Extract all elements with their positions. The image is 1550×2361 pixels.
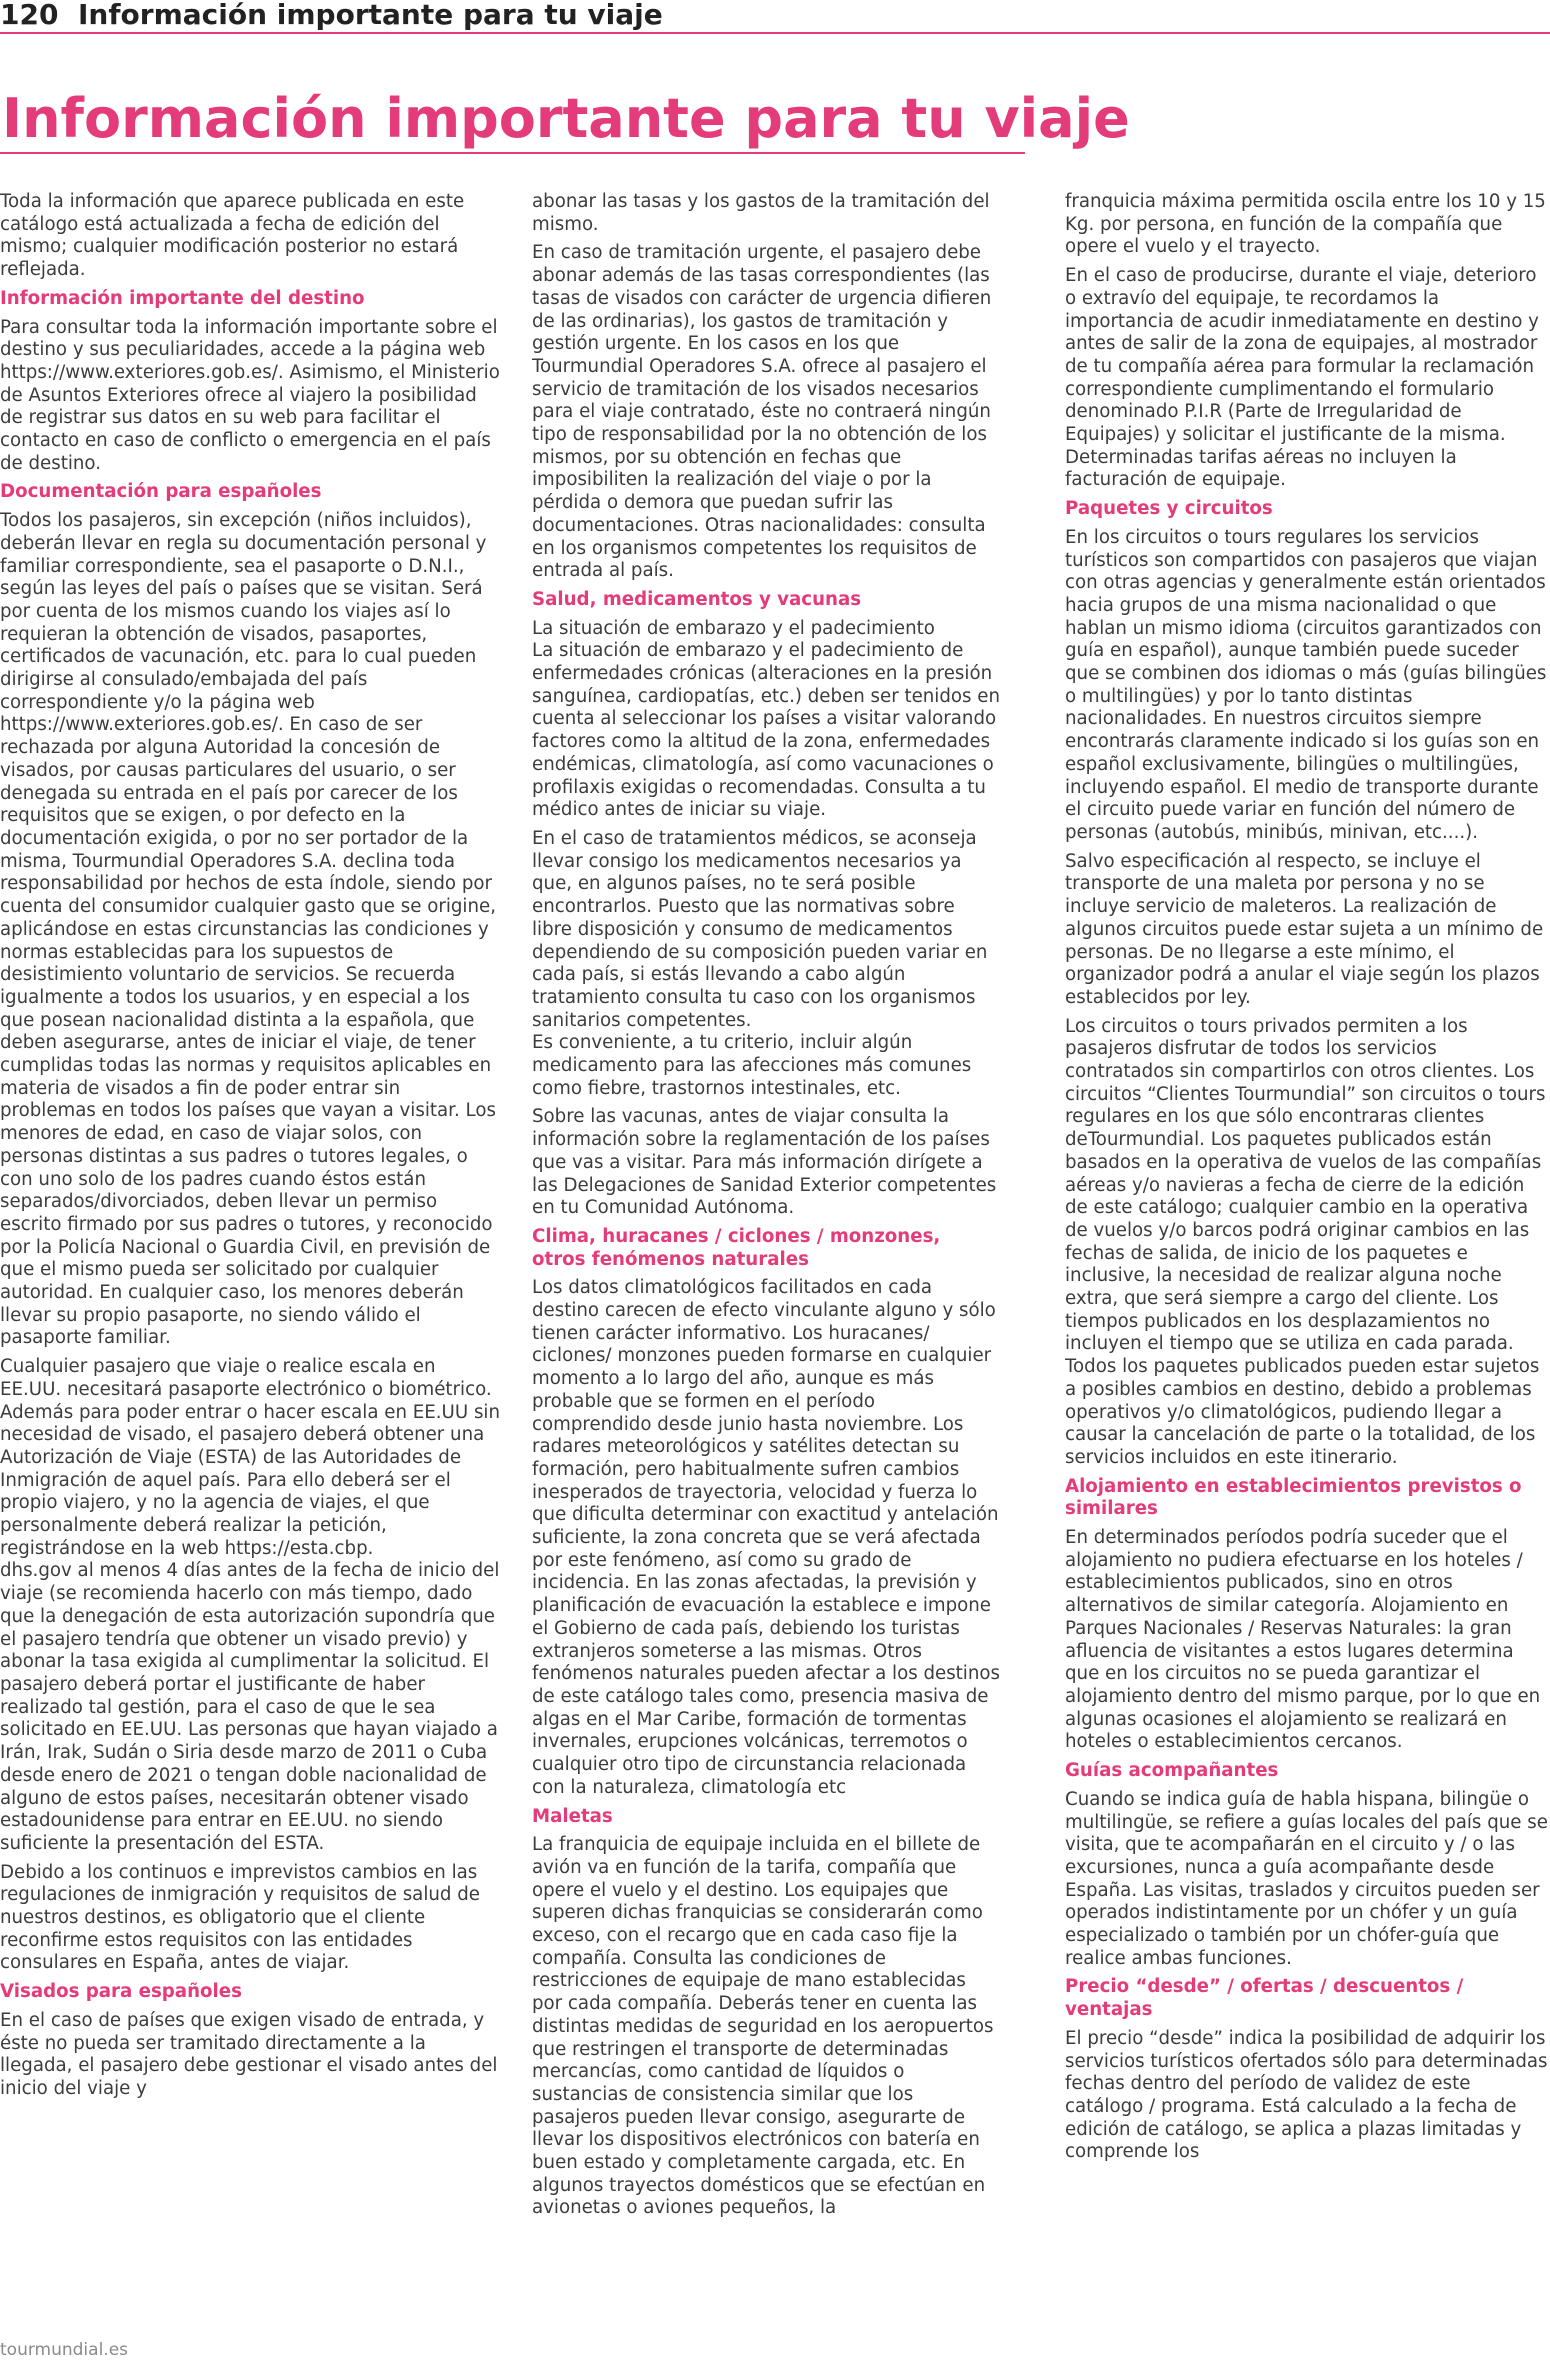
section-heading: Alojamiento en establecimientos previstos o similares: [1065, 1475, 1522, 1520]
title-divider: [0, 152, 1025, 154]
section-heading: Paquetes y circuitos: [1065, 498, 1273, 520]
text-column-3: [1065, 191, 1550, 2321]
page-number: 120: [0, 0, 59, 31]
paragraph: Debido a los continuos e imprevistos cambios en las regulaciones de inmigración y requisitos de salud de nuestros destinos, es obligatorio que el cliente reconfirme estos requisitos con las entidades consulares en España, antes de viajar.: [0, 1861, 480, 1974]
paragraph: En el caso de producirse, durante el viaje, deterioro o extravío del equipaje, te recordamos la importancia de acudir inmediatamente en destino y antes de salir de la zona de equipajes, al mostrador de tu compañía aérea para formular la reclamación correspondiente cumplimentando el formulario denominado P.I.R (Parte de Irregularidad de Equipajes) y solicitar el justificante de la misma. Determinadas tarifas aéreas no incluyen la facturación de equipaje.: [1065, 265, 1539, 491]
paragraph: Sobre las vacunas, antes de viajar consulta la información sobre la reglamentación de los países que vas a visitar. Para más información dirígete a las Delegaciones de Sanidad Exterior competentes en tu Comunidad Autónoma.: [532, 1106, 997, 1219]
paragraph: La situación de embarazo y el padecimiento La situación de embarazo y el padecimiento de enfermedades crónicas (alteraciones en la presión sanguínea, cardiopatías, etc.) deben ser tenidos en cuenta al seleccionar los países a visitar valorando factores como la altitud de la zona, enfermedades endémicas, climatología, así como vacunaciones o profilaxis exigidas o recomendadas. Consulta a tu médico antes de iniciar su viaje.: [532, 617, 1000, 821]
paragraph: Toda la información que aparece publicada en este catálogo está actualizada a fecha de edición del mismo; cualquier modificación posterior no estará reflejada.: [0, 191, 465, 281]
section-heading: Documentación para españoles: [0, 481, 322, 503]
section-heading: Salud, medicamentos y vacunas: [532, 588, 862, 610]
text-column-1: [0, 191, 500, 2321]
footer-url: tourmundial.es: [0, 2340, 129, 2360]
paragraph: abonar las tasas y los gastos de la tramitación del mismo.: [532, 191, 990, 235]
paragraph: En los circuitos o tours regulares los servicios turísticos son compartidos con pasajeros que viajan con otras agencias y generalmente están orientados hacia grupos de una misma nacionalidad o que hablan un mismo idioma (circuitos garantizados con guía en español), aunque también puede suceder que se combinen dos idiomas o más (guías bilingües o multilingües) y por lo tanto distintas nacionalidades. En nuestros circuitos siempre encontrarás claramente indicado si los guías son en español exclusivamente, bilingües o multilingües, incluyendo español. El medio de transporte durante el circuito puede variar en función del número de personas (autobús, minibús, minivan, etc....).: [1065, 526, 1547, 843]
paragraph: Cualquier pasajero que viaje o realice escala en EE.UU. necesitará pasaporte electrónico o biométrico. Además para poder entrar o hacer escala en EE.UU sin necesidad de visado, el pasajero deberá obtener una Autorización de Viaje (ESTA) de las Autoridades de Inmigración de aquel país. Para ello deberá ser el propio viajero, y no la agencia de viajes, el que personalmente deberá realizar la petición, registrándose en la web https://esta.cbp. dhs.gov al menos 4 días antes de la fecha de inicio del viaje (se recomienda hacerlo con más tiempo, dado que la denegación de esta autorización supondría que el pasajero tendría que obtener un visado previo) y abonar la tasa exigida al cumplimentar la solicitud. El pasajero deberá portar el justificante de haber realizado tal gestión, para el caso de que le sea solicitado en EE.UU. Las personas que hayan viajado a Irán, Irak, Sudán o Siria desde marzo de 2011 o Cuba desde enero de 2021 o tengan doble nacionalidad de alguno de estos países, necesitarán obtener visado estadounidense para entrar en EE.UU. no siendo suficiente la presentación del ESTA.: [0, 1356, 500, 1854]
section-heading: Clima, huracanes / ciclones / monzones, otros fenómenos naturales: [532, 1225, 941, 1270]
paragraph: En caso de tramitación urgente, el pasajero debe abonar además de las tasas correspondientes (las tasas de visados con carácter de urgencia difieren de las ordinarias), los gastos de tramitación y gestión urgente. En los casos en los que Tourmundial Operadores S.A. ofrece al pasajero el servicio de tramitación de los visados necesarios para el viaje contratado, éste no contraerá ningún tipo de responsabilidad por la no obtención de los mismos, por su obtención en fechas que imposibiliten la realización del viaje o por la pérdida o demora que puedan sufrir las documentaciones. Otras nacionalidades: consulta en los organismos competentes los requisitos de entrada al país.: [532, 242, 992, 582]
section-heading: Información importante del destino: [0, 287, 365, 309]
text-column-2: [532, 191, 1000, 2321]
paragraph: Los datos climatológicos facilitados en cada destino carecen de efecto vinculante alguno y sólo tienen carácter informativo. Los huracanes/ ciclones/ monzones pueden formarse en cualquier momento a lo largo del año, aunque es más probable que se formen en el período comprendido desde junio hasta noviembre. Los radares meteorológicos y satélites detectan su formación, pero habitualmente sufren cambios inesperados de trayectoria, velocidad y fuerza lo que dificulta determinar con exactitud y antelación suficiente, la zona concreta que se verá afectada por este fenómeno, así como su grado de incidencia. En las zonas afectadas, la previsión y planificación de evacuación la establece e impone el Gobierno de cada país, debiendo los turistas extranjeros someterse a las mismas. Otros fenómenos naturales pueden afectar a los destinos de este catálogo tales como, presencia masiva de algas en el Mar Caribe, formación de tormentas invernales, erupciones volcánicas, terremotos o cualquier otro tipo de circunstancia relacionada con la naturaleza, climatología etc: [532, 1277, 1000, 1798]
paragraph: Cuando se indica guía de habla hispana, bilingüe o multilingüe, se refiere a guías locales del país que se visita, que te acompañarán en el circuito y / o las excursiones, nunca a guía acompañante desde España. Las visitas, traslados y circuitos pueden ser operados indistintamente por un chófer y un guía especializado o también por un chófer-guía que realice ambas funciones.: [1065, 1788, 1548, 1969]
paragraph: En el caso de tratamientos médicos, se aconseja llevar consigo los medicamentos necesarios ya que, en algunos países, no te será posible encontrarlos. Puesto que las normativas sobre libre disposición y consumo de medicamentos dependiendo de su composición pueden variar en cada país, si estás llevando a cabo algún tratamiento consulta tu caso con los organismos sanitarios competentes. Es conveniente, a tu criterio, incluir algún medicamento para las afecciones más comunes como fiebre, trastornos intestinales, etc.: [532, 827, 988, 1099]
header-divider: [0, 32, 1550, 34]
paragraph: El precio “desde” indica la posibilidad de adquirir los servicios turísticos ofertados sólo para determinadas fechas dentro del período de validez de este catálogo / programa. Está calculado a la fecha de edición de catálogo, se aplica a plazas limitadas y comprende los: [1065, 2027, 1548, 2163]
header-title: Información importante para tu viaje: [78, 0, 663, 31]
paragraph: Salvo especificación al respecto, se incluye el transporte de una maleta por persona y no se incluye servicio de maleteros. La realización de algunos circuitos puede estar sujeta a un mínimo de personas. De no llegarse a este mínimo, el organizador podrá a anular el viaje según los plazos establecidos por ley.: [1065, 850, 1544, 1008]
paragraph: Para consultar toda la información importante sobre el destino y sus peculiaridades, accede a la página web https://www.exteriores.gob.es/. Asimismo, el Ministerio de Asuntos Exteriores ofrece al viajero la posibilidad de registrar sus datos en su web para facilitar el contacto en caso de conflicto o emergencia en el país de destino.: [0, 316, 500, 474]
page-title: Información importante para tu viaje: [2, 87, 1130, 150]
paragraph: En el caso de países que exigen visado de entrada, y éste no pueda ser tramitado directamente a la llegada, el pasajero debe gestionar el visado antes del inicio del viaje y: [0, 2009, 498, 2099]
paragraph: En determinados períodos podría suceder que el alojamiento no pudiera efectuarse en los hoteles / establecimientos publicados, sino en otros alternativos de similar categoría. Alojamiento en Parques Nacionales / Reservas Naturales: la gran afluencia de visitantes a estos lugares determina que en los circuitos no se pueda garantizar el alojamiento dentro del mismo parque, por lo que en algunas ocasiones el alojamiento se realizará en hoteles o establecimientos cercanos.: [1065, 1527, 1541, 1753]
paragraph: La franquicia de equipaje incluida en el billete de avión va en función de la tarifa, compañía que opere el vuelo y el destino. Los equipajes que superen dichas franquicias se considerarán como exceso, con el recargo que en cada caso fije la compañía. Consulta las condiciones de restricciones de equipaje de mano establecidas por cada compañía. Deberás tener en cuenta las distintas medidas de seguridad en los aeropuertos que restringen el transporte de determinadas mercancías, como cantidad de líquidos o sustancias de consistencia similar que los pasajeros pueden llevar consigo, asegurarte de llevar los dispositivos electrónicos con batería en buen estado y completamente cargada, etc. En algunos trayectos domésticos que se efectúan en avionetas o aviones pequeños, la: [532, 1834, 994, 2219]
section-heading: Visados para españoles: [0, 1981, 242, 2003]
section-heading: Guías acompañantes: [1065, 1760, 1279, 1782]
paragraph: franquicia máxima permitida oscila entre los 10 y 15 Kg. por persona, en función de la compañía que opere el vuelo y el trayecto.: [1065, 191, 1546, 258]
paragraph: Todos los pasajeros, sin excepción (niños incluidos), deberán llevar en regla su documentación personal y familiar correspondiente, sea el pasaporte o D.N.I., según las leyes del país o países que se visitan. Será por cuenta de los mismos cuando los viajes así lo requieran la obtención de visados, pasaportes, certificados de vacunación, etc. para lo cual pueden dirigirse al consulado/embajada del país correspondiente y/o la página web https://www.exteriores.gob.es/. En caso de ser rechazada por alguna Autoridad la concesión de visados, por causas particulares del usuario, o ser denegada su entrada en el país por carecer de los requisitos que se exigen, o por defecto en la documentación exigida, o por no ser portador de la misma, Tourmundial Operadores S.A. declina toda responsabilidad por hechos de esta índole, siendo por cuenta del consumidor cualquier gasto que se origine, aplicándose en estas circunstancias las condiciones y normas establecidas para los supuestos de desistimiento voluntario de servicios. Se recuerda igualmente a todos los usuarios, y en especial a los que posean nacionalidad distinta a la española, que deben asegurarse, antes de iniciar el viaje, de tener cumplidas todas las normas y requisitos aplicables en materia de visados a fin de poder entrar sin problemas en todos los países que vayan a visitar. Los menores de edad, en caso de viajar solos, con personas distintas a sus padres o tutores legales, o con uno solo de los padres cuando éstos están separados/divorciados, deben llevar un permiso escrito firmado por sus padres o tutores, y reconocido por la Policía Nacional o Guardia Civil, en previsión de que el mismo pueda ser solicitado por cualquier autoridad. En cualquier caso, los menores deberán llevar su propio pasaporte, no siendo válido el pasaporte familiar.: [0, 510, 496, 1349]
section-heading: Precio “desde” / ofertas / descuentos / ventajas: [1065, 1976, 1464, 2021]
paragraph: Los circuitos o tours privados permiten a los pasajeros disfrutar de todos los servicios contratados sin compartirlos con otros clientes. Los circuitos “Clientes Tourmundial” son circuitos o tours regulares en los que sólo encontraras clientes deTourmundial. Los paquetes publicados están basados en la operativa de vuelos de las compañías aéreas y/o navieras a fecha de cierre de la edición de este catálogo; cualquier cambio en la operativa de vuelos y/o barcos podrá originar cambios en las fechas de salida, de inicio de los paquetes e inclusive, la necesidad de realizar alguna noche extra, que será siempre a cargo del cliente. Los tiempos publicados en los desplazamientos no incluyen el tiempo que se utiliza en cada parada. Todos los paquetes publicados pueden estar sujetos a posibles cambios en destino, debido a problemas operativos y/o climatológicos, pudiendo llegar a causar la cancelación de parte o la totalidad, de los servicios incluidos en este itinerario.: [1065, 1015, 1546, 1468]
page-header: [0, 0, 1550, 34]
section-heading: Maletas: [532, 1805, 613, 1827]
